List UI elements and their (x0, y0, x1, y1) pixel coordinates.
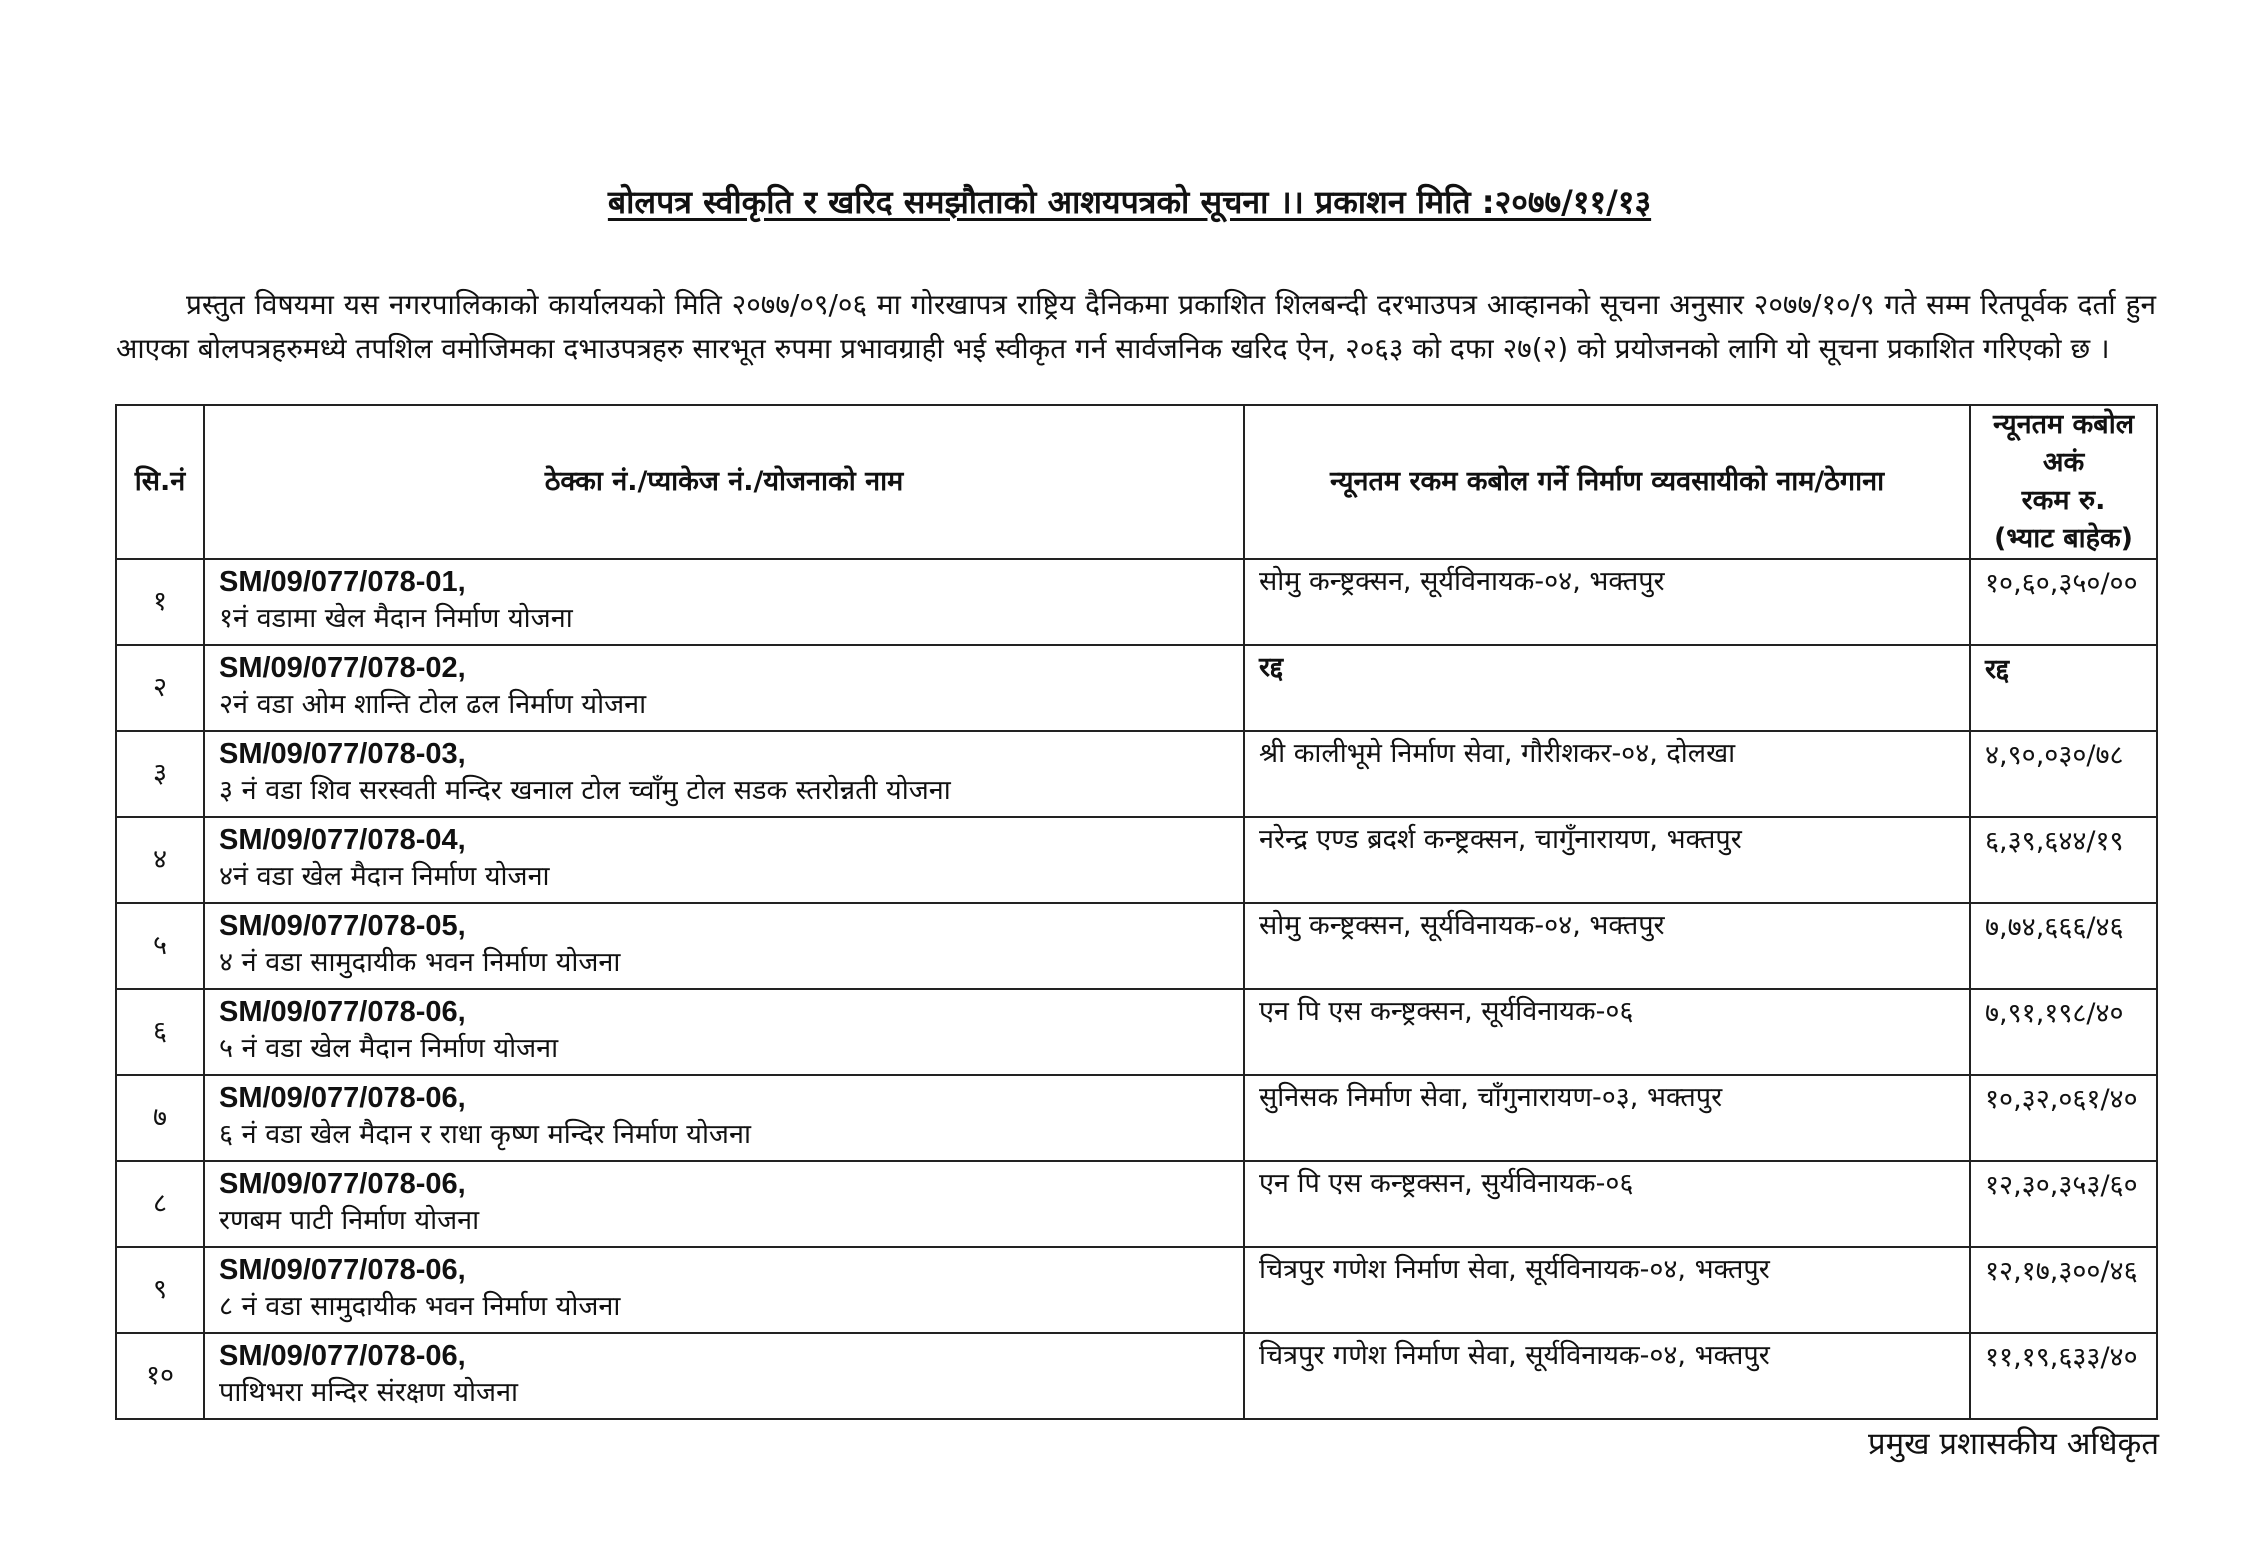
row-package (204, 1075, 1244, 1161)
row-sn: ५ (116, 903, 204, 989)
contractor-name: श्री कालीभूमे निर्माण सेवा, गौरीशकर-०४, दोलखा (1259, 738, 1736, 769)
row-package (204, 559, 1244, 645)
table-row (116, 817, 2157, 903)
header-amount-line1: न्यूनतम कबोल अकं (1993, 409, 2134, 478)
notice-title-text: बोलपत्र स्वीकृति र खरिद समझौताको आशयपत्रको सूचना ।। प्रकाशन मिति :२०७७/११/१३ (607, 183, 1652, 221)
row-contractor (1244, 645, 1970, 731)
row-sn: ८ (116, 1161, 204, 1247)
amount-value: ७,७४,६६६/४६ (1985, 912, 2124, 943)
row-sn: ६ (116, 989, 204, 1075)
contractor-name: रद्द (1259, 652, 1284, 683)
signatory-title: प्रमुख प्रशासकीय अधिकृत (1867, 1426, 2159, 1462)
row-amount (1970, 559, 2157, 645)
project-name: ८ नं वडा सामुदायीक भवन निर्माण योजना (219, 1291, 621, 1322)
amount-value: रद्द (1985, 654, 2010, 685)
row-contractor (1244, 731, 1970, 817)
row-amount (1970, 1075, 2157, 1161)
project-name: १नं वडामा खेल मैदान निर्माण योजना (219, 603, 573, 634)
amount-value: १०,६०,३५०/०० (1985, 568, 2138, 599)
row-package (204, 1161, 1244, 1247)
contractor-name: चित्रपुर गणेश निर्माण सेवा, सूर्यविनायक-०४, भक्तपुर (1259, 1254, 1770, 1285)
row-contractor (1244, 903, 1970, 989)
intro-paragraph: प्रस्तुत विषयमा यस नगरपालिकाको कार्यालयको मिति २०७७/०९/०६ मा गोरखापत्र राष्ट्रिय दैनिकमा प्रकाशित शिलबन्दी दरभाउपत्र आव्हानको सूचना अनुसार २०७७/१०/९ गते सम्म रितपूर्वक दर्ता हुन आएका बोलपत्रहरुमध्ये तपशिल वमोजिमका दभाउपत्रहरु सारभूत रुपमा प्रभावग्राही भई स्वीकृत गर्न सार्वजनिक खरिद ऐन, २०६३ को दफा २७(२) को प्रयोजनको लागि यो सूचना प्रकाशित गरिएको छ । (116, 288, 2157, 365)
amount-value: ६,३९,६४४/१९ (1985, 826, 2124, 857)
table-row (116, 731, 2157, 817)
row-sn: १ (116, 559, 204, 645)
row-amount (1970, 1333, 2157, 1419)
header-contractor: न्यूनतम रकम कबोल गर्ने निर्माण व्यवसायीको नाम/ठेगाना (1244, 405, 1970, 559)
project-name: ६ नं वडा खेल मैदान र राधा कृष्ण मन्दिर निर्माण योजना (219, 1119, 751, 1150)
row-contractor (1244, 817, 1970, 903)
package-code: SM/09/077/078-06, (219, 1082, 466, 1114)
table-row (116, 645, 2157, 731)
row-package (204, 1247, 1244, 1333)
package-code: SM/09/077/078-04, (219, 824, 466, 856)
row-contractor (1244, 559, 1970, 645)
table-row (116, 1075, 2157, 1161)
package-code: SM/09/077/078-06, (219, 1340, 466, 1372)
row-contractor (1244, 1161, 1970, 1247)
amount-value: १०,३२,०६१/४० (1985, 1084, 2138, 1115)
contractor-name: चित्रपुर गणेश निर्माण सेवा, सूर्यविनायक-०४, भक्तपुर (1259, 1340, 1770, 1371)
project-name: पाथिभरा मन्दिर संरक्षण योजना (219, 1377, 519, 1408)
project-name: २नं वडा ओम शान्ति टोल ढल निर्माण योजना (219, 689, 647, 720)
row-amount (1970, 1247, 2157, 1333)
header-amount (1970, 405, 2157, 559)
row-amount (1970, 903, 2157, 989)
project-name: ३ नं वडा शिव सरस्वती मन्दिर खनाल टोल च्वाँमु टोल सडक स्तरोन्नती योजना (219, 775, 951, 806)
amount-value: १२,१७,३००/४६ (1985, 1256, 2138, 1287)
row-package (204, 731, 1244, 817)
row-sn: ७ (116, 1075, 204, 1161)
package-code: SM/09/077/078-02, (219, 652, 466, 684)
row-amount (1970, 817, 2157, 903)
table-row (116, 559, 2157, 645)
row-sn: ४ (116, 817, 204, 903)
header-package: ठेक्का नं./प्याकेज नं./योजनाको नाम (204, 405, 1244, 559)
project-name: रणबम पाटी निर्माण योजना (219, 1205, 480, 1236)
row-amount (1970, 1161, 2157, 1247)
package-code: SM/09/077/078-06, (219, 1254, 466, 1286)
contractor-name: एन पि एस कन्ष्ट्रक्सन, सूर्यविनायक-०६ (1259, 996, 1634, 1027)
contractor-name: एन पि एस कन्ष्ट्रक्सन, सुर्यविनायक-०६ (1259, 1168, 1634, 1199)
header-amount-line2: रकम रु. (2021, 485, 2106, 516)
notice-title (0, 180, 2259, 223)
row-sn: ३ (116, 731, 204, 817)
project-name: ५ नं वडा खेल मैदान निर्माण योजना (219, 1033, 559, 1064)
row-sn: १० (116, 1333, 204, 1419)
project-name: ४नं वडा खेल मैदान निर्माण योजना (219, 861, 550, 892)
row-sn: ९ (116, 1247, 204, 1333)
amount-value: ११,१९,६३३/४० (1985, 1342, 2138, 1373)
header-sn: सि.नं (116, 405, 204, 559)
row-package (204, 1333, 1244, 1419)
row-contractor (1244, 1247, 1970, 1333)
package-code: SM/09/077/078-06, (219, 1168, 466, 1200)
amount-value: १२,३०,३५३/६० (1985, 1170, 2138, 1201)
row-contractor (1244, 1075, 1970, 1161)
package-code: SM/09/077/078-01, (219, 566, 466, 598)
row-contractor (1244, 989, 1970, 1075)
row-package (204, 645, 1244, 731)
table-row (116, 1333, 2157, 1419)
contractor-name: नरेन्द्र एण्ड ब्रदर्श कन्ष्ट्रक्सन, चागुँनारायण, भक्तपुर (1259, 824, 1742, 855)
table-header-row (116, 405, 2157, 559)
contractor-name: सोमु कन्ष्ट्रक्सन, सूर्यविनायक-०४, भक्तपुर (1259, 910, 1665, 941)
row-amount (1970, 645, 2157, 731)
row-package (204, 817, 1244, 903)
row-package (204, 903, 1244, 989)
row-contractor (1244, 1333, 1970, 1419)
row-amount (1970, 989, 2157, 1075)
project-name: ४ नं वडा सामुदायीक भवन निर्माण योजना (219, 947, 621, 978)
package-code: SM/09/077/078-03, (219, 738, 466, 770)
package-code: SM/09/077/078-06, (219, 996, 466, 1028)
table-row (116, 903, 2157, 989)
contractor-name: सुनिसक निर्माण सेवा, चाँगुनारायण-०३, भक्तपुर (1259, 1082, 1723, 1113)
table-row (116, 1247, 2157, 1333)
amount-value: ४,९०,०३०/७८ (1985, 740, 2124, 771)
row-package (204, 989, 1244, 1075)
row-sn: २ (116, 645, 204, 731)
table-row (116, 989, 2157, 1075)
contract-table (115, 404, 2158, 1420)
package-code: SM/09/077/078-05, (219, 910, 466, 942)
contractor-name: सोमु कन्ष्ट्रक्सन, सूर्यविनायक-०४, भक्तपुर (1259, 566, 1665, 597)
amount-value: ७,९१,१९८/४० (1985, 998, 2124, 1029)
row-amount (1970, 731, 2157, 817)
header-amount-line3: (भ्याट बाहेक) (1993, 523, 2134, 554)
table-row (116, 1161, 2157, 1247)
